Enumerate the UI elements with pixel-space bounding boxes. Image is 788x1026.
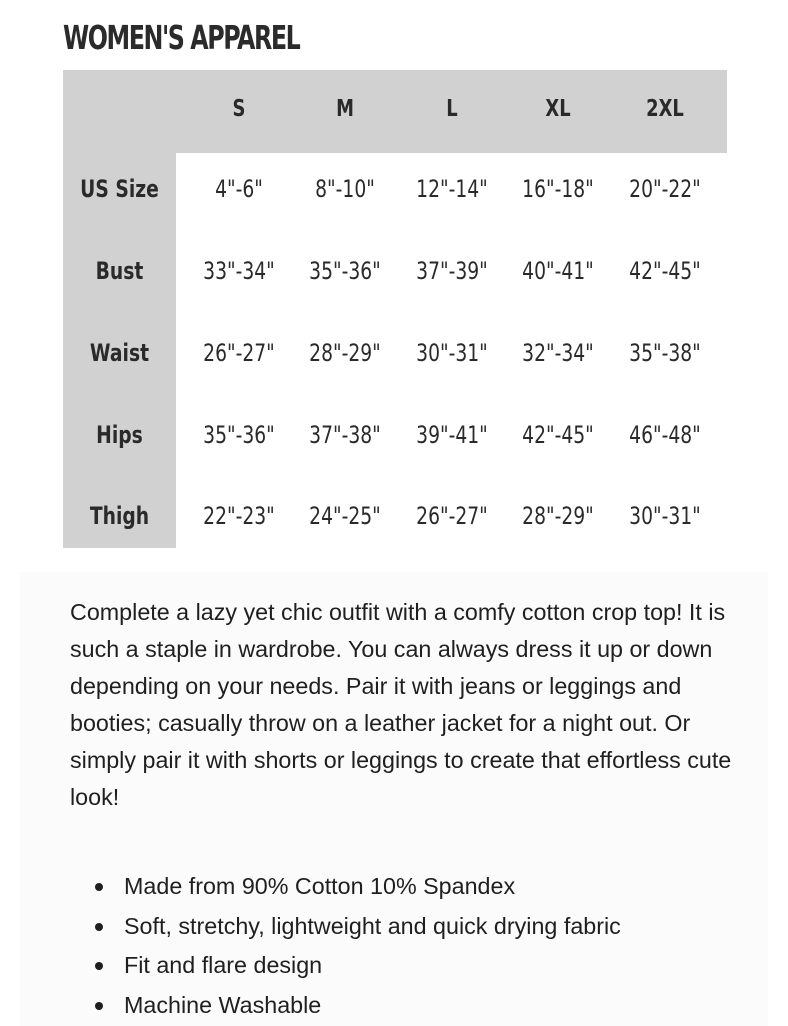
list-item (70, 986, 621, 1026)
chart-cell: 20"-22" (629, 175, 701, 203)
chart-cell: 42"-45" (522, 421, 594, 449)
list-item (70, 946, 621, 986)
chart-cell: 30"-31" (629, 502, 701, 530)
row-label-hips: Hips (96, 421, 143, 449)
chart-cell: 22"-23" (203, 502, 275, 530)
size-header-xl: XL (545, 96, 571, 122)
chart-cell: 28"-29" (522, 502, 594, 530)
chart-cell: 33"-34" (203, 257, 275, 285)
bullet-icon (95, 1002, 103, 1010)
bullet-icon (95, 883, 103, 891)
bullet-icon (95, 962, 103, 970)
chart-cell: 35"-38" (629, 339, 701, 367)
chart-cell: 35"-36" (203, 421, 275, 449)
row-label-thigh: Thigh (89, 502, 150, 530)
chart-cell: 4"-6" (215, 175, 263, 203)
list-item (70, 867, 621, 907)
feature-text: Fit and flare design (124, 952, 323, 978)
feature-text: Soft, stretchy, lightweight and quick drying fabric (124, 912, 621, 939)
description-panel (20, 572, 768, 1026)
row-label-us-size: US Size (80, 175, 159, 203)
chart-cell: 35"-36" (309, 257, 381, 285)
chart-cell: 16"-18" (522, 175, 594, 203)
chart-cell: 26"-27" (416, 502, 488, 530)
product-description: Complete a lazy yet chic outfit with a comfy cotton crop top! It is such a staple in wardrobe. You can always dress it up or down depending on your needs. Pair it with jeans or leggings and booties; casually throw on a leather jacket for a night out. Or simply pair it with shorts or leggings to create that effortless cute look! (70, 599, 732, 810)
section-title: WOMEN'S APPAREL (63, 18, 300, 57)
bullet-icon (95, 923, 103, 931)
chart-cell: 30"-31" (416, 339, 488, 367)
feature-text: Made from 90% Cotton 10% Spandex (124, 873, 516, 899)
list-item (70, 907, 621, 947)
size-header-s: S (232, 96, 246, 122)
measurement-label-column (63, 70, 176, 548)
chart-cell: 37"-38" (309, 421, 381, 449)
chart-cell: 42"-45" (629, 257, 701, 285)
row-label-bust: Bust (95, 257, 144, 285)
size-header-l: L (446, 96, 458, 122)
chart-cell: 12"-14" (416, 175, 488, 203)
chart-cell: 8"-10" (315, 175, 375, 203)
chart-cell: 26"-27" (203, 339, 275, 367)
size-chart-table (63, 70, 727, 548)
chart-cell: 40"-41" (522, 257, 594, 285)
size-header-m: M (336, 96, 354, 122)
size-header-2xl: 2XL (646, 96, 684, 122)
chart-cell: 28"-29" (309, 339, 381, 367)
chart-cell: 37"-39" (416, 257, 488, 285)
chart-cell: 46"-48" (629, 421, 701, 449)
row-label-waist: Waist (89, 339, 150, 367)
chart-cell: 39"-41" (416, 421, 488, 449)
feature-text: Machine Washable (124, 991, 322, 1018)
feature-list (70, 867, 621, 1025)
chart-cell: 32"-34" (522, 339, 594, 367)
chart-cell: 24"-25" (309, 502, 381, 530)
